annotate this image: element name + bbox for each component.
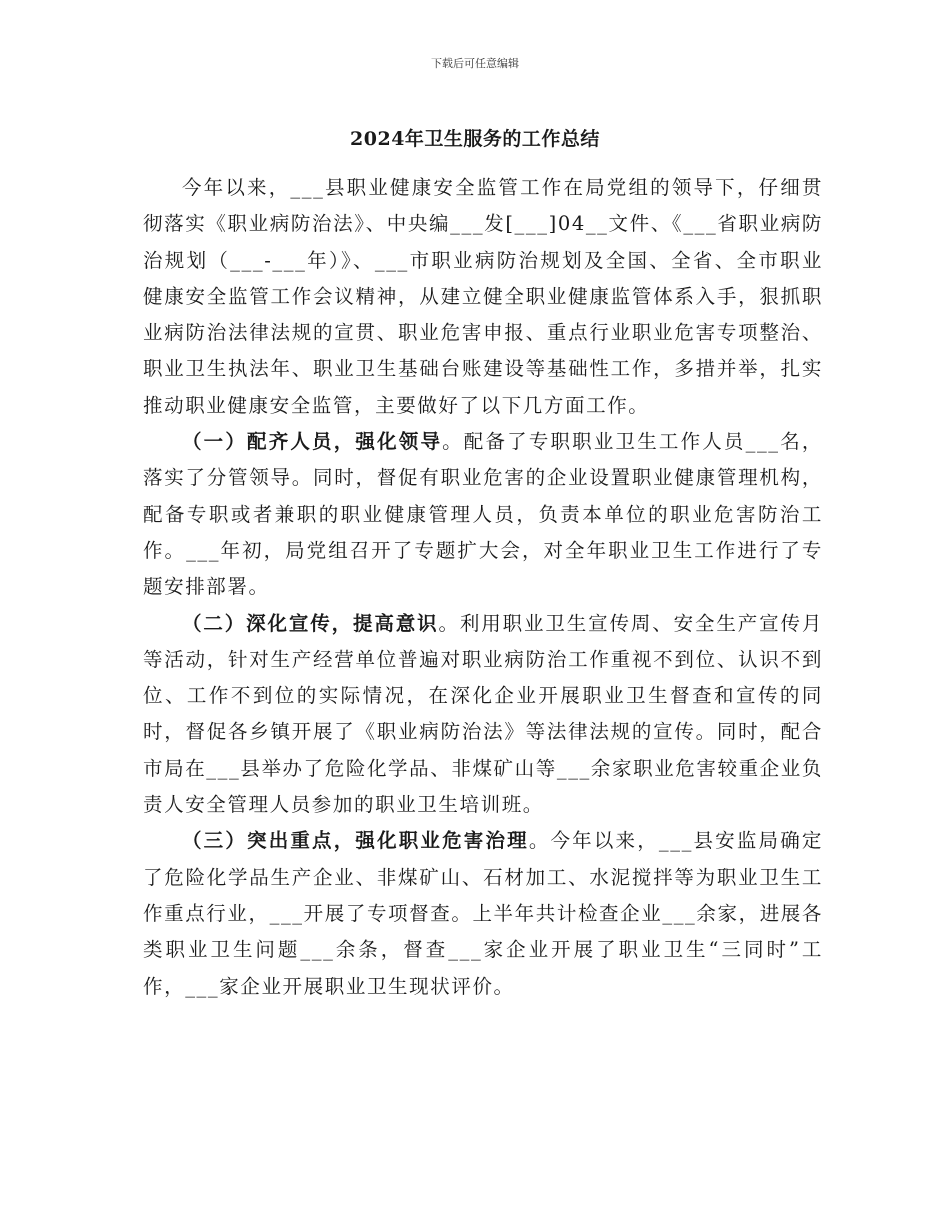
document-title: 2024年卫生服务的工作总结	[350, 128, 600, 150]
paragraph-intro	[143, 170, 823, 424]
paragraph-section-2	[143, 606, 823, 824]
header-note: 下载后可任意编辑	[431, 57, 519, 70]
paragraph-lead: （一）配齐人员，强化领导	[182, 430, 443, 454]
document-body	[143, 170, 823, 1005]
paragraph-text: 。今年以来，___县安监局确定了危险化学品生产企业、非煤矿山、石材加工、水泥搅拌等为职业卫生工作重点行业，___开展了专项督查。上半年共计检查企业___余家，进展各类职业卫生问题___余条，督查___家企业开展了职业卫生“三同时”工作，___家企业开展职业卫生现状评价。	[143, 829, 824, 998]
paragraph-text: 今年以来，___县职业健康安全监管工作在局党组的领导下，仔细贯彻落实《职业病防治法》、中央编___发[___]04__文件、《___省职业病防治规划（___-___年）》、___市职业病防治规划及全国、全省、全市职业健康安全监管工作会议精神，从建立健全职业健康监管体系入手，狠抓职业病防治法律法规的宣贯、职业危害申报、重点行业职业危害专项整治、职业卫生执法年、职业卫生基础台账建设等基础性工作，多措并举，扎实推动职业健康安全监管，主要做好了以下几方面工作。	[143, 176, 823, 417]
paragraph-section-1	[143, 424, 823, 605]
paragraph-text: 。配备了专职职业卫生工作人员___名，落实了分管领导。同时，督促有职业危害的企业设置职业健康管理机构，配备专职或者兼职的职业健康管理人员，负责本单位的职业危害防治工作。___年初，局党组召开了专题扩大会，对全年职业卫生工作进行了专题安排部署。	[143, 430, 823, 599]
paragraph-lead: （二）深化宣传，提高意识	[182, 611, 439, 635]
paragraph-section-3	[143, 823, 823, 1004]
paragraph-lead: （三）突出重点，强化职业危害治理	[182, 829, 529, 853]
paragraph-text: 。利用职业卫生宣传周、安全生产宣传月等活动，针对生产经营单位普遍对职业病防治工作重视不到位、认识不到位、工作不到位的实际情况，在深化企业开展职业卫生督查和宣传的同时，督促各乡镇开展了《职业病防治法》等法律法规的宣传。同时，配合市局在___县举办了危险化学品、非煤矿山等___余家职业危害较重企业负责人安全管理人员参加的职业卫生培训班。	[143, 611, 824, 817]
